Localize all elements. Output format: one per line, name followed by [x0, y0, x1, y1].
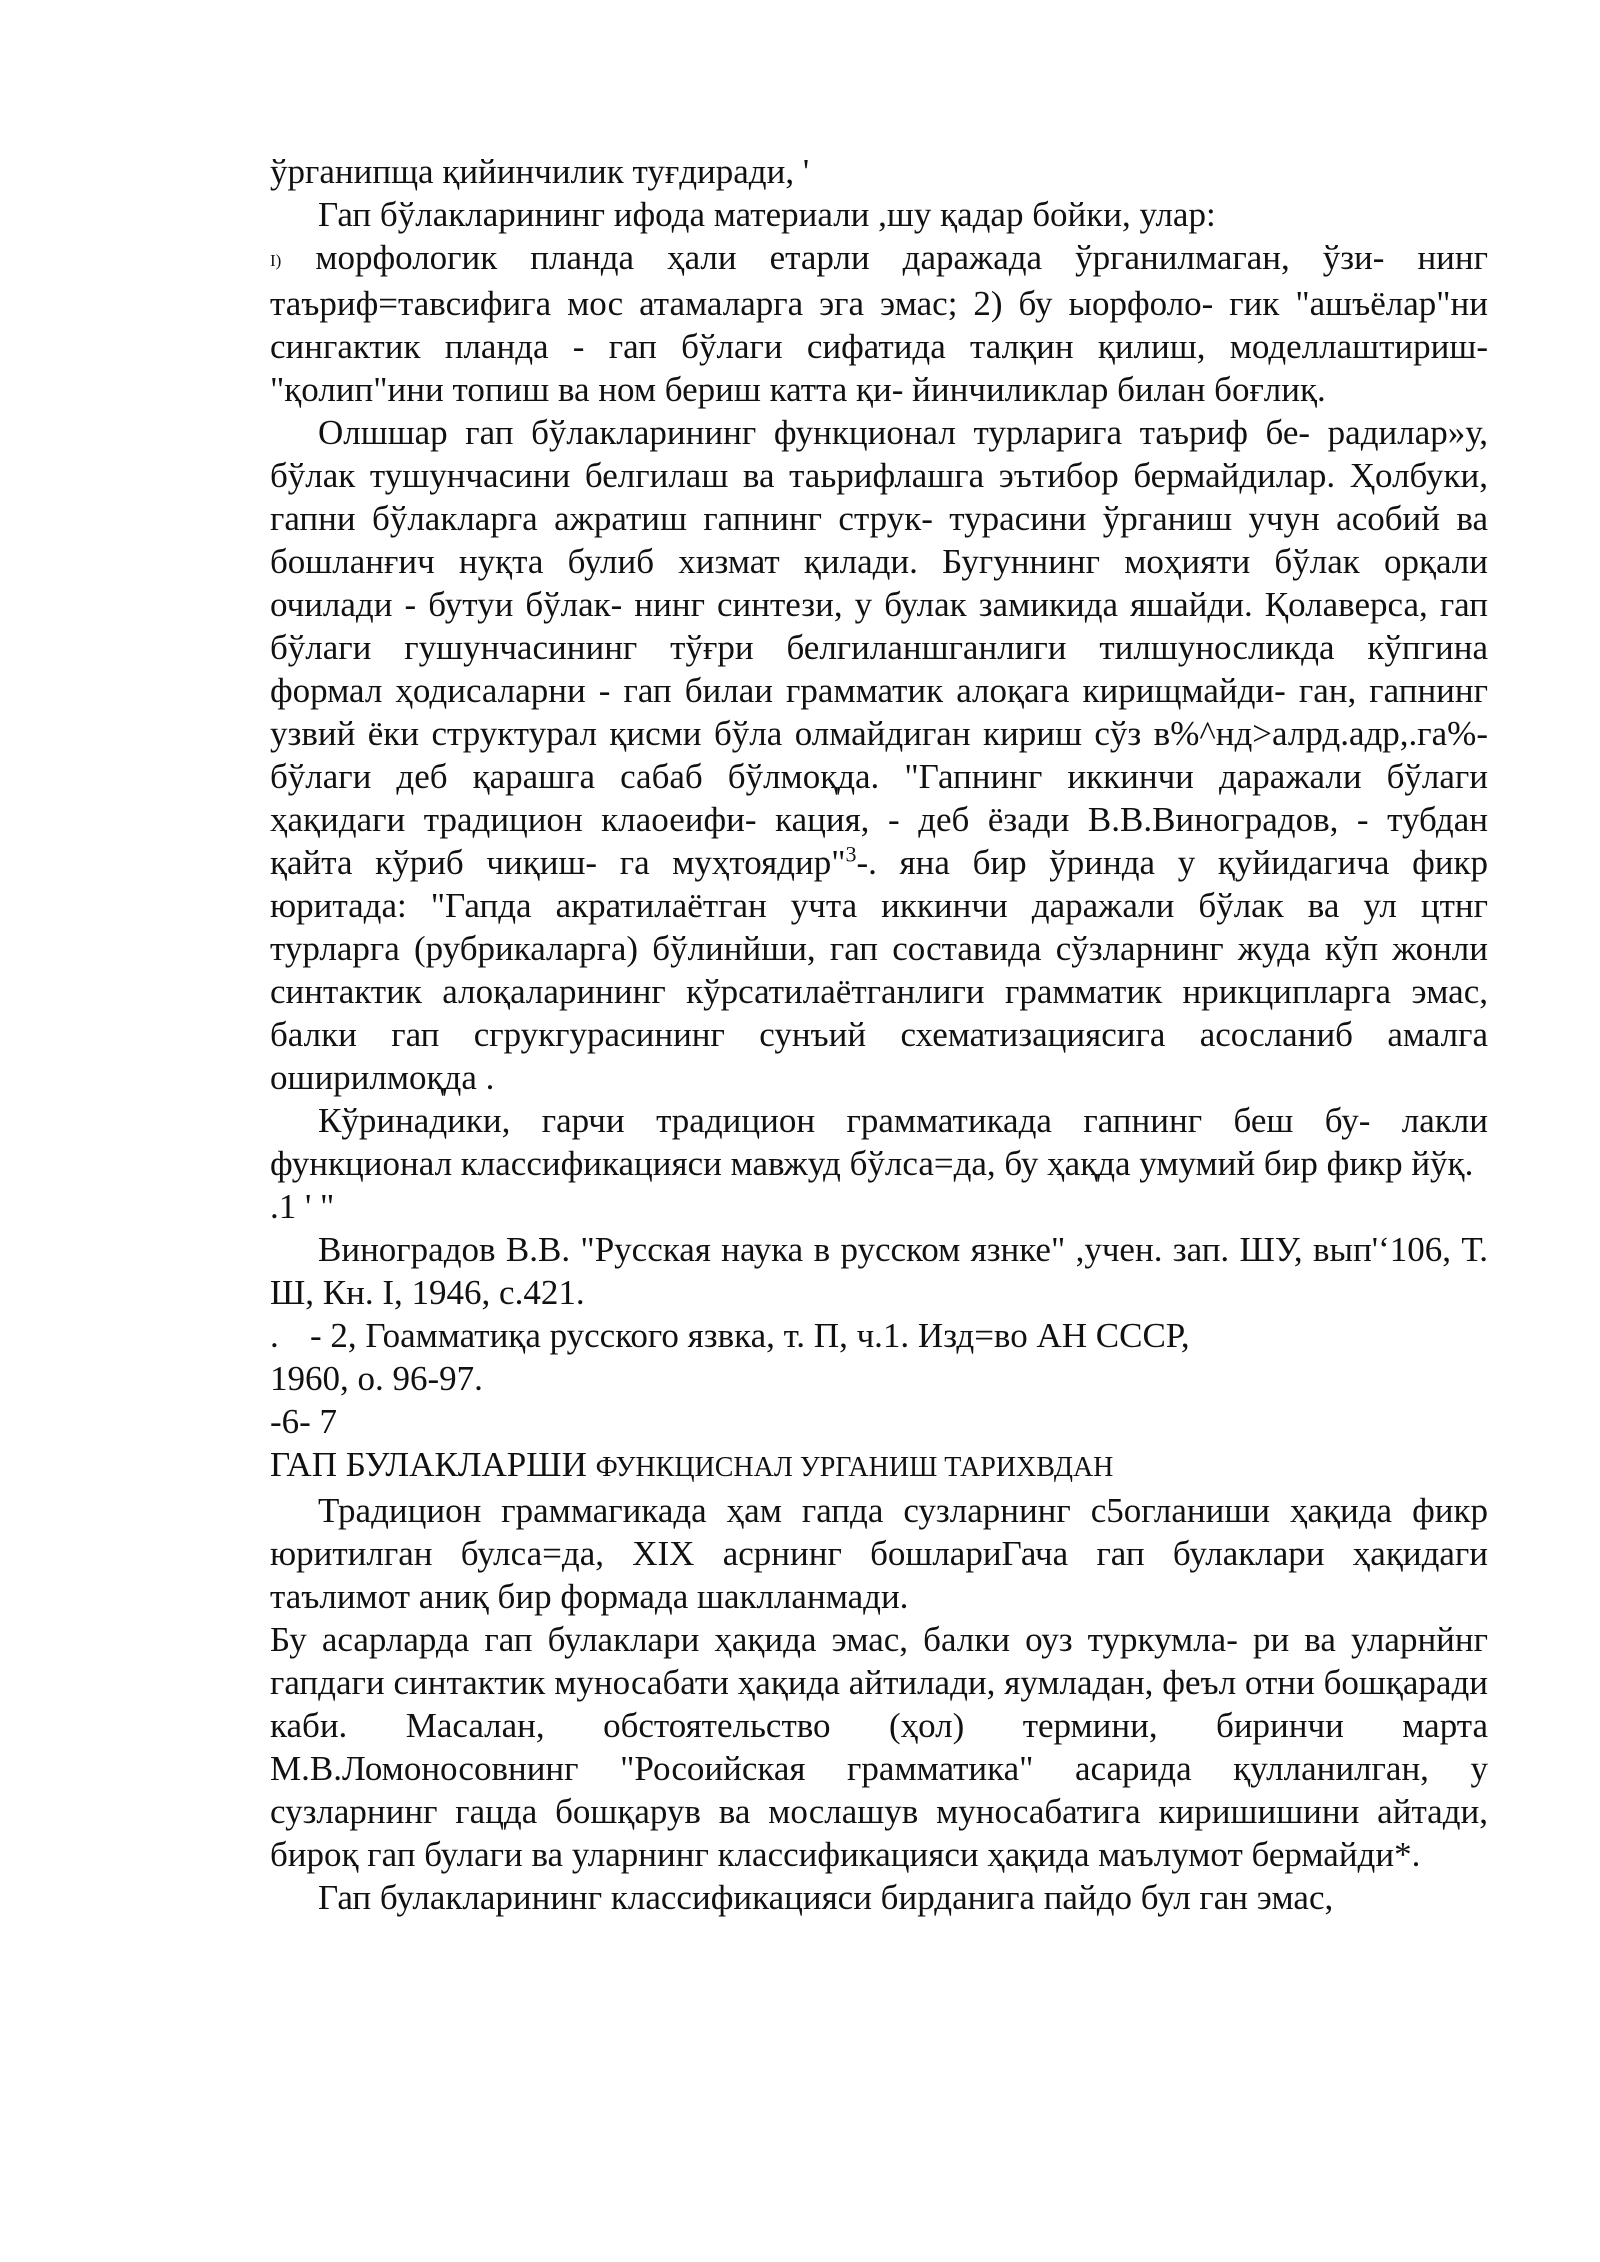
footnote: 1960, о. 96-97. [270, 1359, 483, 1398]
paragraph [270, 411, 1488, 1099]
paragraph-text: Олшшар гап бўлакларининг функционал турларига таъриф бе- радилар»у, бўлак тушунчасини белгилаш ва таьрифлашга эътибор бермайдилар. Ҳолбуки, гапни бўлакларга ажратиш гапнинг струк- турасини ўрганиш учун асобий ва бошланғич нуқта булиб хизмат қилади. Бугуннинг моҳияти бўлак орқали очилади - бутуи бўлак- нинг синтези, у булак замикида яшайди. Қолаверса, гап бўлаги гушунчасининг тўғри белгиланшганлиги тилшуносликда кўпгина формал ҳодисаларни - гап билаи грамматик алоқага кирищмайди- ган, гапнинг узвий ёки структурал қисми бўла олмайдиган кириш сўз в%^нд>алрд.адр,.га%-бўлаги деб қарашга сабаб бўлмоқда. "Гапнинг иккинчи даражали бўлаги ҳақидаги традицион клаоеифи- кация, - деб ёзади В.В.Виноградов, - тубдан қайта кўриб чиқиш- га муҳтоядир" [270, 413, 1488, 882]
heading-part: ГАП БУЛАКЛАРШИ [270, 1445, 587, 1484]
footnote [270, 1314, 1488, 1357]
paragraph: Бу асарларда гап булаклари ҳақида эмас, балки оуз туркумла- ри ва уларнйнг гапдаги синтактик муносабати ҳақида айтилади, яумладан, феъл отни бошқаради каби. Масалан, обстоятельство (ҳол) термини, биринчи марта М.В.Ломоносовнинг "Росоийская грамматика" асарида қулланилган, у сузларнинг гацда бошқарув ва мослашув муносабатига киришишини айтади, бироқ гап булаги ва уларнинг классификацияси ҳақида маълумот бермайди*. [270, 1620, 1488, 1874]
footnote-text: - 2, Гоамматиқа русского язвка, т. П, ч.1. Изд=во АН СССР, [310, 1316, 1190, 1355]
heading-part: ФУНКЦИСНАЛ УРГАНИШ ТАРИХВДАН [595, 1452, 1114, 1483]
paragraph: Традицион граммагикада ҳам гапда сузларнинг с5огланиши ҳақида фикр юритилган булса=да, XIX асрнинг бошлариГача гап булаклари ҳақидаги таълимот аниқ бир формада шаклланмади. [270, 1491, 1488, 1616]
section-heading [270, 1443, 1488, 1489]
footnote-ref: 3 [845, 841, 857, 867]
paragraph [270, 236, 1488, 411]
paragraph: ўрганипща қийинчилик туғдиради, ' [270, 152, 810, 191]
paragraph-text: -. яна бир ўринда у қуйидагича фикр юритада: "Гапда акратилаётган учта иккинчи даражали бўлак ва ул цтнг турларга (рубрикаларга) бўлинйши, гап составида сўзларнинг жуда кўп жонли синтактик алоқаларининг кўрсатилаётганлиги грамматик нрикципларга эмас, балки гап сгрукгурасининг сунъий схематизациясига асосланиб амалга оширилмоқда . [270, 843, 1488, 1097]
footnote: Виноградов В.В. "Русская наука в русском язнке" ,учен. зап. ШУ, вып'‘106, Т. Ш, Кн. I, 1946, с.421. [270, 1230, 1488, 1312]
list-marker: I) [270, 251, 282, 270]
document-page [270, 150, 1488, 1919]
footnote-dot: . [270, 1316, 279, 1355]
paragraph: Гап булакларининг классификацияси бирданига пайдо бул ган эмас, [318, 1878, 1334, 1917]
page-number: -6- 7 [270, 1402, 338, 1441]
paragraph: Гап бўлакларининг ифода материали ,шу қадар бойки, улар: [318, 195, 1216, 234]
footnote-marker: .1 ' " [270, 1187, 335, 1226]
paragraph-text: морфологик планда ҳали етарли даражада ўрганилмаган, ўзи- нинг таъриф=тавсифига мос атамаларга эга эмас; 2) бу ыорфоло- гик "ашъёлар"ни сингактик планда - гап бўлаги сифатида талқин қилиш, моделлаштириш-"қолип"ини топиш ва ном бериш катта қи- йинчиликлар билан боғлиқ. [270, 238, 1488, 409]
paragraph: Кўринадики, гарчи традицион грамматикада гапнинг беш бу- лакли функционал классификацияси мавжуд бўлса=да, бу ҳақда умумий бир фикр йўқ. [270, 1101, 1488, 1183]
